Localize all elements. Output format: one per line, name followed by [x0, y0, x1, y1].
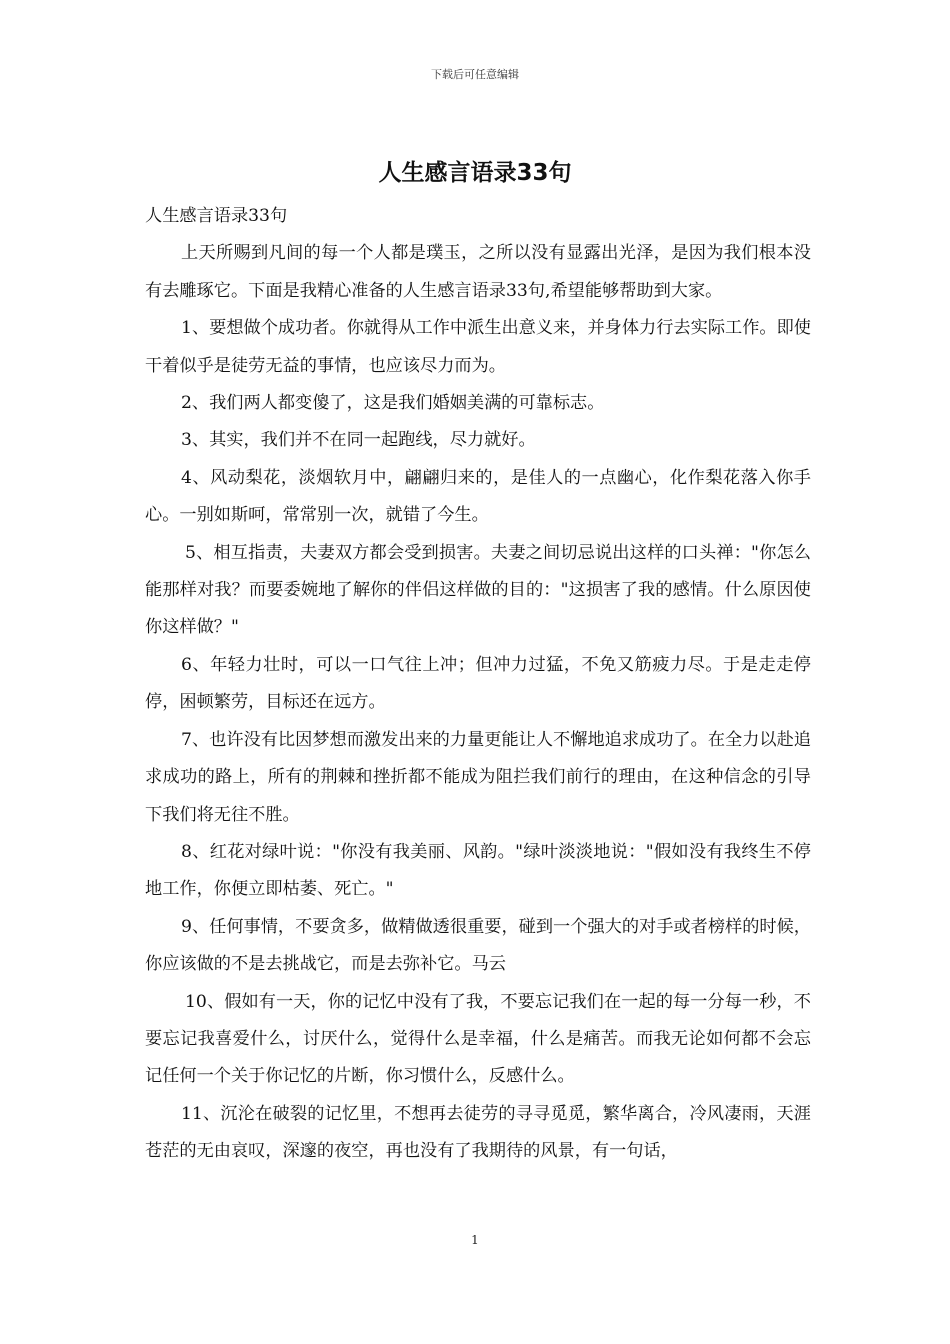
quote-paragraph-1: 1、要想做个成功者。你就得从工作中派生出意义来，并身体力行去实际工作。即使干着似乎是徒劳无益的事情，也应该尽力而为。 [145, 318, 811, 376]
quote-paragraph-2: 2、我们两人都变傻了，这是我们婚姻美满的可靠标志。 [181, 393, 605, 414]
quote-paragraph-5: 5、相互指责，夫妻双方都会受到损害。夫妻之间切忌说出这样的口头禅："你怎么能那样对我？而要委婉地了解你的伴侣这样做的目的："这损害了我的感情。什么原因使你这样做？" [145, 542, 811, 638]
document-body [145, 198, 811, 1171]
quote-paragraph-3: 3、其实，我们并不在同一起跑线，尽力就好。 [181, 430, 536, 451]
document-subtitle: 人生感言语录33句 [145, 206, 288, 226]
quote-paragraph-11: 11、沉沦在破裂的记忆里，不想再去徒劳的寻寻觅觅，繁华离合，冷风凄雨，天涯苍茫的无由哀叹，深邃的夜空，再也没有了我期待的风景，有一句话， [145, 1103, 811, 1162]
quote-paragraph-9: 9、任何事情，不要贪多，做精做透很重要，碰到一个强大的对手或者榜样的时候，你应该做的不是去挑战它，而是去弥补它。马云 [145, 916, 811, 975]
quote-paragraph-7: 7、也许没有比因梦想而激发出来的力量更能让人不懈地追求成功了。在全力以赴追求成功的路上，所有的荆棘和挫折都不能成为阻拦我们前行的理由，在这种信念的引导下我们将无往不胜。 [145, 729, 811, 825]
intro-paragraph: 上天所赐到凡间的每一个人都是璞玉，之所以没有显露出光泽，是因为我们根本没有去雕琢它。下面是我精心准备的人生感言语录33句,希望能够帮助到大家。 [145, 243, 811, 301]
quote-paragraph-4: 4、风动梨花，淡烟软月中，翩翩归来的，是佳人的一点幽心，化作梨花落入你手心。一别如斯呵，常常别一次，就错了今生。 [145, 467, 811, 526]
quote-paragraph-6: 6、年轻力壮时，可以一口气往上冲；但冲力过猛，不免又筋疲力尽。于是走走停停，困顿繁劳，目标还在远方。 [145, 654, 811, 713]
document-title: 人生感言语录33句 [378, 160, 572, 186]
quote-paragraph-8: 8、红花对绿叶说："你没有我美丽、风韵。"绿叶淡淡地说："假如没有我终生不停地工作，你便立即枯萎、死亡。" [145, 841, 811, 900]
page-number: 1 [471, 1233, 479, 1247]
quote-paragraph-10: 10、假如有一天，你的记忆中没有了我，不要忘记我们在一起的每一分每一秒，不要忘记我喜爱什么，讨厌什么，觉得什么是幸福，什么是痛苦。而我无论如何都不会忘记任何一个关于你记忆的片断，你习惯什么，反感什么。 [145, 991, 811, 1087]
header-note: 下载后可任意编辑 [431, 68, 519, 81]
